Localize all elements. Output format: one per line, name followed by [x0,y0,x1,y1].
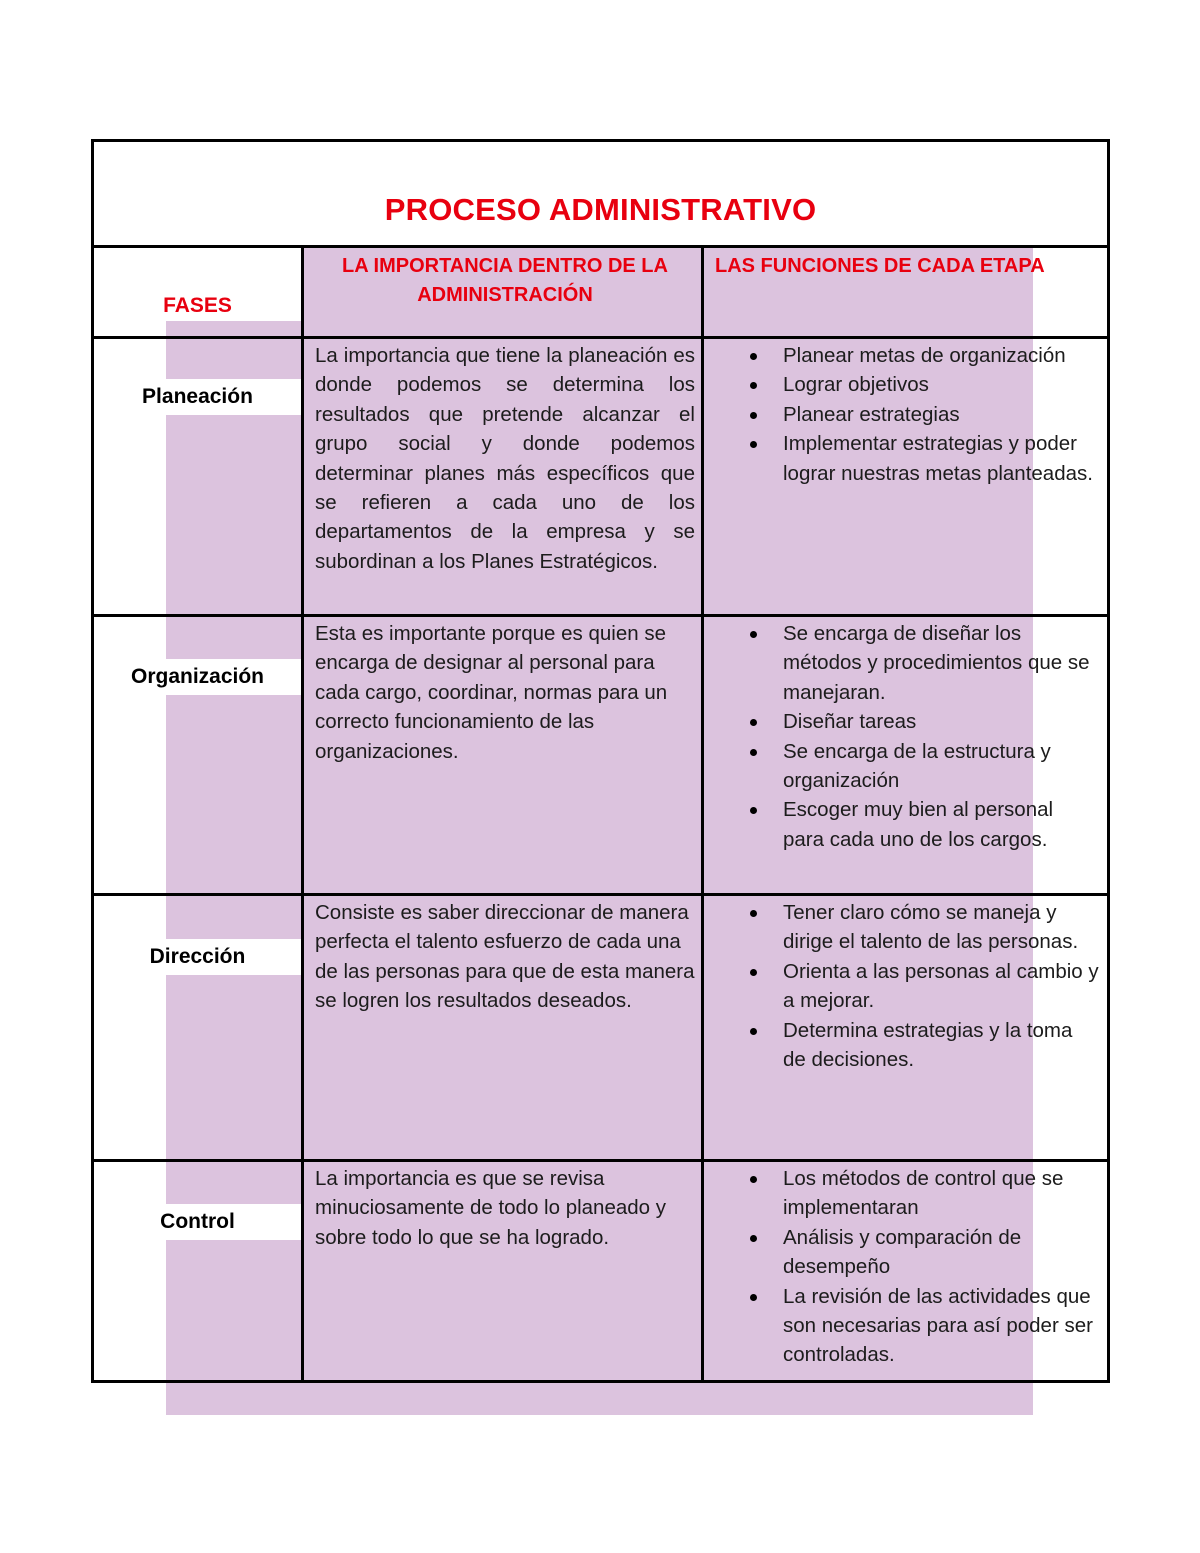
bullet-icon [750,382,757,389]
list-item [707,429,1099,488]
importance-cell [307,617,704,893]
list-item [707,737,1099,796]
function-text: Análisis y comparación de desempeño [783,1225,1022,1279]
list-item [707,400,1099,429]
function-text: Lograr objetivos [783,373,929,397]
phase-label: Organización [94,659,301,695]
importance-text: Consiste es saber direccionar de manera perfecta el talento esfuerzo de cada una de las personas para que de esta manera se logren los resultados deseados. [315,901,695,1013]
bullet-icon [750,969,757,976]
function-text: Planear metas de organización [783,344,1066,367]
functions-list [707,898,1099,1074]
phase-cell [94,896,304,1159]
functions-list [707,619,1099,854]
functions-header: LAS FUNCIONES DE CADA ETAPA [715,255,1045,277]
function-text: Los métodos de control que se implementaran [783,1167,1064,1220]
functions-list [707,341,1099,488]
importance-header: LA IMPORTANCIA DENTRO DE LA ADMINISTRACIÓN [342,255,668,306]
functions-cell [707,1162,1107,1380]
header-cell-fases [94,248,304,336]
title-row [94,142,1107,248]
list-item [707,795,1099,854]
functions-cell [707,617,1107,893]
list-item [707,1164,1099,1223]
list-item [707,1282,1099,1370]
functions-cell [707,896,1107,1159]
function-text: Orienta a las personas al cambio y a mejorar. [783,959,1099,1013]
fases-header: FASES [163,294,232,317]
function-text: Implementar estrategias y poder lograr nuestras metas planteadas. [783,432,1093,485]
bullet-icon [750,1028,757,1035]
bullet-icon [750,631,757,638]
importance-text: Esta es importante porque es quien se encarga de designar al personal para cada cargo, coordinar, normas para un correcto funcionamiento de las organizaciones. [315,622,668,763]
header-cell-functions [707,248,1107,336]
list-item [707,898,1099,957]
table-row [94,339,1107,617]
list-item [707,619,1099,707]
phase-cell [94,1162,304,1380]
function-text: Determina estrategias y la toma de decisiones. [783,1018,1073,1072]
bullet-icon [750,719,757,726]
fases-label-box [94,248,301,321]
list-item [707,1016,1099,1075]
bullet-icon [750,749,757,756]
importance-text: La importancia es que se revisa minuciosamente de todo lo planeado y sobre todo lo que se ha logrado. [315,1167,667,1249]
page-title: PROCESO ADMINISTRATIVO [384,192,817,227]
function-text: Escoger muy bien al personal para cada uno de los cargos. [783,798,1054,851]
table-row [94,617,1107,896]
list-item [707,341,1099,370]
list-item [707,707,1099,736]
importance-cell [307,896,704,1159]
importance-cell [307,1162,704,1380]
phase-cell [94,339,304,614]
phase-label: Control [94,1204,301,1240]
bullet-icon [750,910,757,917]
function-text: Planear estrategias [783,402,960,426]
bullet-icon [750,412,757,419]
bullet-icon [750,1176,757,1183]
importance-text: La importancia que tiene la planeación es donde podemos se determina los resultados que pretende alcanzar el grupo social y donde podemos determinar planes más específicos que se refieren a cada uno de los departamentos de la empresa y se subordinan a los Planes Estratégicos. [315,344,695,573]
functions-cell [707,339,1107,614]
bullet-icon [750,353,757,360]
header-row [94,248,1107,339]
process-table [91,139,1110,1383]
bullet-icon [750,1235,757,1242]
phase-label: Dirección [94,939,301,975]
function-text: Se encarga de la estructura y organización [783,739,1051,793]
function-text: Tener claro cómo se maneja y dirige el talento de las personas. [783,901,1079,954]
bullet-icon [750,1294,757,1301]
list-item [707,370,1099,399]
phase-label: Planeación [94,379,301,415]
function-text: Diseñar tareas [783,710,917,734]
header-cell-importance [307,248,704,336]
list-item [707,957,1099,1016]
phase-cell [94,617,304,893]
bullet-icon [750,441,757,448]
function-text: Se encarga de diseñar los métodos y procedimientos que se manejaran. [783,622,1090,704]
functions-list [707,1164,1099,1370]
list-item [707,1223,1099,1282]
function-text: La revisión de las actividades que son necesarias para así poder ser controladas. [783,1284,1093,1367]
table-row [94,1162,1107,1380]
table-row [94,896,1107,1162]
importance-cell [307,339,704,614]
bullet-icon [750,807,757,814]
